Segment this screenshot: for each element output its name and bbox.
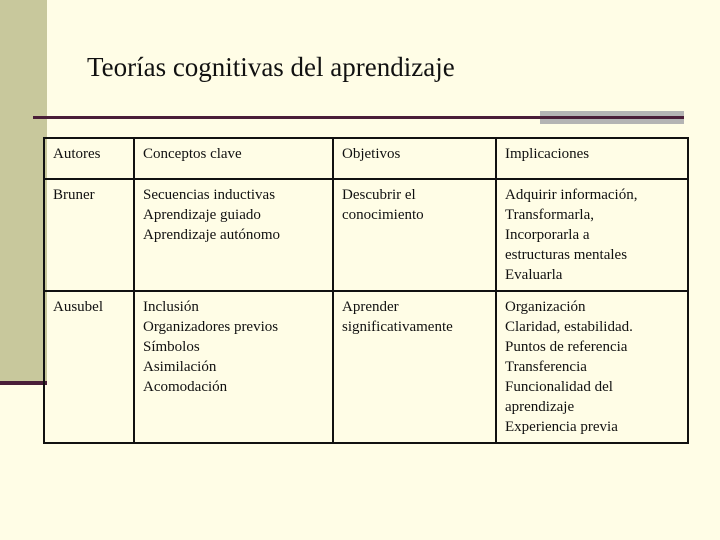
cell-autor: [44, 179, 134, 291]
implication-line: Incorporarla a: [505, 227, 590, 243]
autor-name: Bruner: [53, 187, 95, 203]
implication-line: Experiencia previa: [505, 419, 618, 435]
objective-line: Aprender: [342, 299, 399, 315]
table-row-bruner: [44, 179, 688, 291]
theories-table: [43, 137, 689, 444]
concept-line: Acomodación: [143, 379, 228, 395]
implication-line: Puntos de referencia: [505, 339, 628, 355]
implication-line: Transformarla,: [505, 207, 595, 223]
implication-line: Claridad, estabilidad.: [505, 319, 633, 335]
table-header-row: [44, 138, 688, 179]
slide-title: Teorías cognitivas del aprendizaje: [87, 52, 455, 82]
table-row-ausubel: [44, 291, 688, 443]
title-underline-accent-line: [540, 116, 684, 119]
side-decoration-bar: [0, 0, 47, 383]
cell-conceptos: [134, 291, 333, 443]
cell-autor: [44, 291, 134, 443]
objective-line: significativamente: [342, 319, 453, 335]
concept-line: Organizadores previos: [143, 319, 279, 335]
header-implicaciones: Implicaciones: [496, 138, 688, 179]
objective-line: conocimiento: [342, 207, 424, 223]
objective-line: Descubrir el: [342, 187, 416, 203]
implication-line: Funcionalidad del: [505, 379, 613, 395]
implication-line: Organización: [505, 299, 586, 315]
concept-line: Aprendizaje autónomo: [143, 227, 281, 243]
implication-line: Evaluarla: [505, 267, 563, 283]
concept-line: Asimilación: [143, 359, 217, 375]
implication-line: Transferencia: [505, 359, 587, 375]
header-conceptos-clave: Conceptos clave: [134, 138, 333, 179]
cell-objetivos: [333, 179, 496, 291]
header-autores: Autores: [44, 138, 134, 179]
implication-line: estructuras mentales: [505, 247, 628, 263]
concept-line: Aprendizaje guiado: [143, 207, 261, 223]
concept-line: Símbolos: [143, 339, 200, 355]
concept-line: Secuencias inductivas: [143, 187, 276, 203]
cell-implicaciones: [496, 291, 688, 443]
cell-objetivos: [333, 291, 496, 443]
cell-conceptos: [134, 179, 333, 291]
header-objetivos: Objetivos: [333, 138, 496, 179]
side-decoration-line: [0, 381, 47, 385]
implication-line: Adquirir información,: [505, 187, 638, 203]
autor-name: Ausubel: [53, 299, 103, 315]
implication-line: aprendizaje: [505, 399, 575, 415]
concept-line: Inclusión: [143, 299, 199, 315]
cell-implicaciones: [496, 179, 688, 291]
